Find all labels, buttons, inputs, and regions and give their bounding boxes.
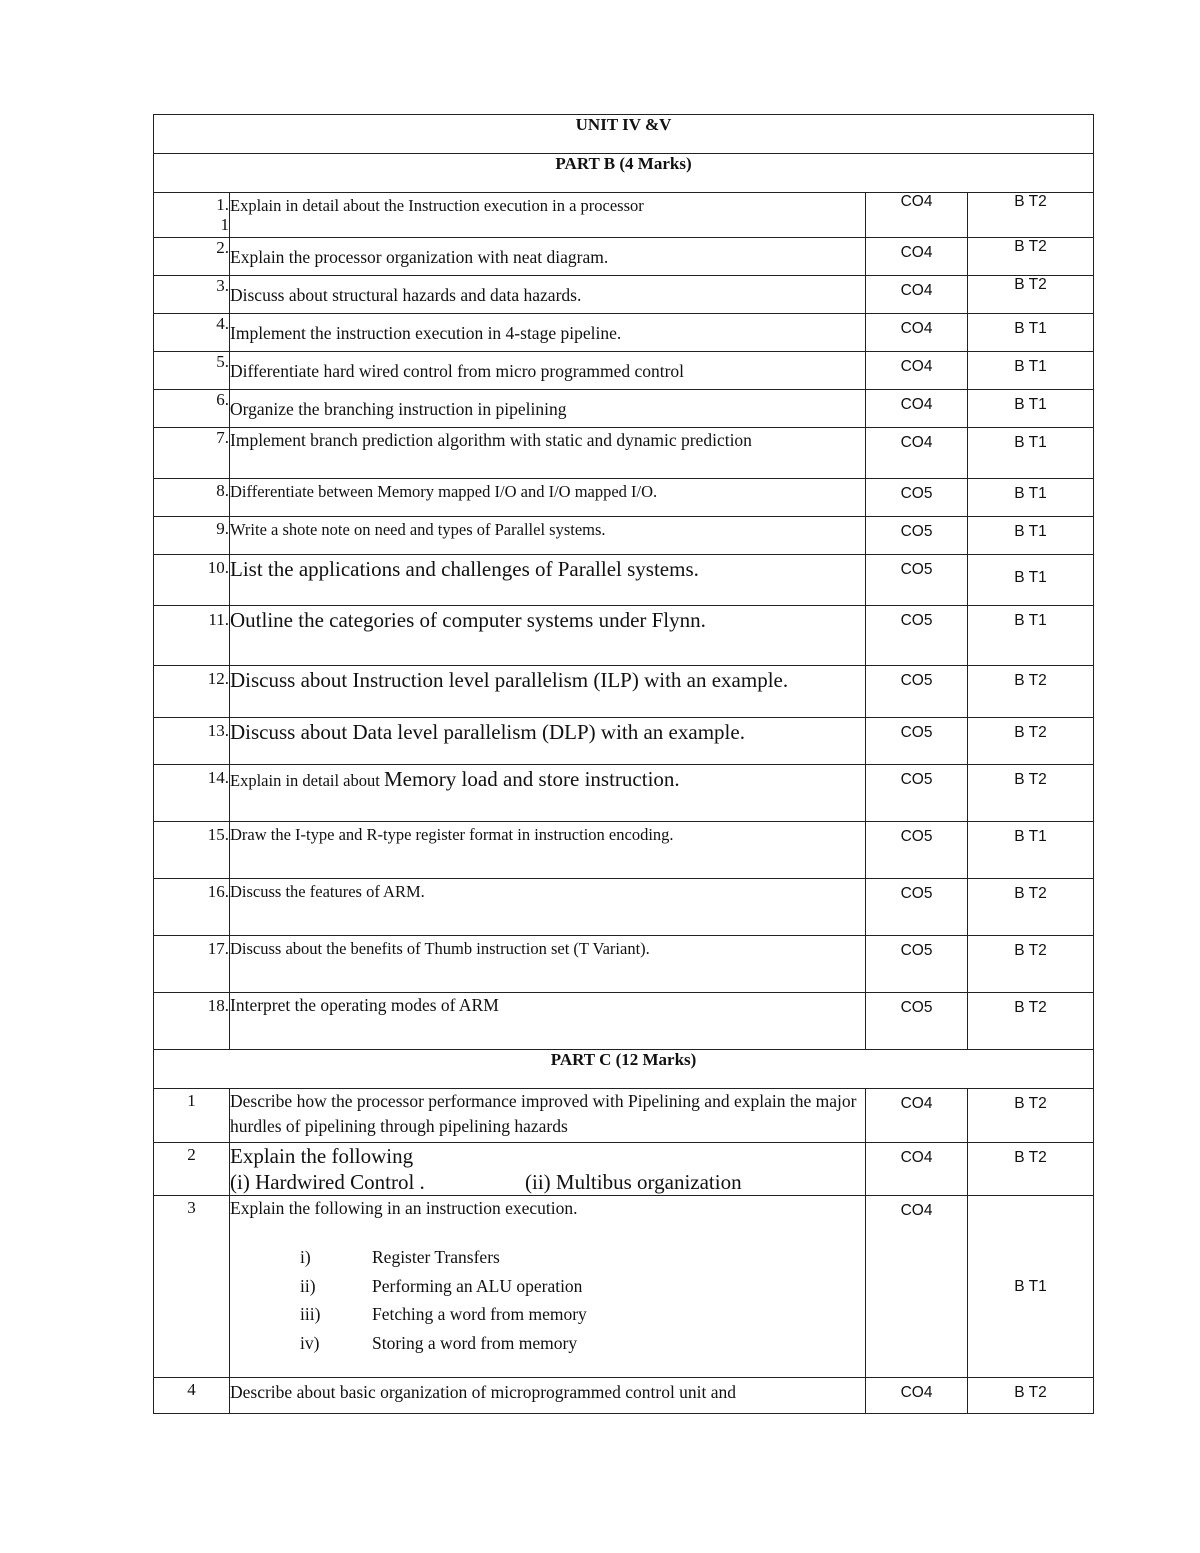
blooms-level: B T1	[968, 1196, 1094, 1378]
course-outcome: CO5	[866, 606, 968, 666]
question-text: Describe about basic organization of microprogrammed control unit and	[230, 1378, 866, 1414]
part-c-title: PART C (12 Marks)	[154, 1050, 1094, 1089]
question-text-line: Explain the following in an instruction execution.	[230, 1198, 578, 1218]
question-number	[154, 193, 230, 238]
question-number: 10.	[154, 555, 230, 606]
option-one: (i) Hardwired Control .	[230, 1170, 425, 1194]
table-row	[154, 352, 1094, 390]
table-row	[154, 555, 1094, 606]
course-outcome: CO5	[866, 517, 968, 555]
course-outcome: CO4	[866, 276, 968, 314]
part-b-title: PART B (4 Marks)	[154, 154, 1094, 193]
course-outcome: CO5	[866, 718, 968, 765]
list-item-text: Storing a word from memory	[372, 1332, 578, 1353]
course-outcome: CO5	[866, 879, 968, 936]
list-item-text: Fetching a word from memory	[372, 1304, 587, 1324]
blooms-level: B T1	[968, 390, 1094, 428]
course-outcome: CO4	[866, 1378, 968, 1414]
table-row	[154, 428, 1094, 479]
question-text	[230, 765, 866, 822]
question-text-line: Explain the following	[230, 1144, 414, 1168]
question-text: Explain in detail about the Instruction execution in a processor	[230, 193, 866, 238]
table-row	[154, 276, 1094, 314]
table-row	[154, 606, 1094, 666]
question-number: 11.	[154, 606, 230, 666]
table-row	[154, 1378, 1094, 1414]
list-item-text: Register Transfers	[372, 1247, 500, 1267]
course-outcome: CO4	[866, 314, 968, 352]
course-outcome: CO5	[866, 936, 968, 993]
blooms-level: B T1	[968, 352, 1094, 390]
list-item-numeral: i)	[300, 1247, 311, 1267]
blooms-level: B T1	[968, 428, 1094, 479]
list-item	[300, 1329, 865, 1358]
question-text: Differentiate between Memory mapped I/O and I/O mapped I/O.	[230, 479, 866, 517]
course-outcome: CO4	[866, 1089, 968, 1143]
question-number: 5.	[154, 352, 230, 390]
question-number: 16.	[154, 879, 230, 936]
question-text: Discuss the features of ARM.	[230, 879, 866, 936]
question-number: 8.	[154, 479, 230, 517]
table-row	[154, 390, 1094, 428]
table-row	[154, 879, 1094, 936]
table-row	[154, 993, 1094, 1050]
question-number: 4	[154, 1378, 230, 1414]
question-text: Discuss about the benefits of Thumb instruction set (T Variant).	[230, 936, 866, 993]
list-item-numeral: iv)	[300, 1332, 320, 1353]
question-bank-table	[153, 114, 1094, 1414]
question-number: 2	[154, 1143, 230, 1196]
question-text: Discuss about Data level parallelism (DLP) with an example.	[230, 718, 866, 765]
question-number: 12.	[154, 666, 230, 718]
course-outcome: CO5	[866, 666, 968, 718]
table-row	[154, 1143, 1094, 1196]
course-outcome: CO5	[866, 822, 968, 879]
question-number: 3	[154, 1196, 230, 1378]
course-outcome: CO5	[866, 765, 968, 822]
blooms-level: B T1	[968, 606, 1094, 666]
question-text: Describe how the processor performance improved with Pipelining and explain the major hurdles of pipelining through pipelining hazards	[230, 1089, 866, 1143]
table-row	[154, 238, 1094, 276]
course-outcome: CO5	[866, 555, 968, 606]
list-item-numeral: iii)	[300, 1304, 321, 1324]
question-number: 6.	[154, 390, 230, 428]
table-row	[154, 479, 1094, 517]
course-outcome: CO4	[866, 390, 968, 428]
blooms-level: B T2	[968, 718, 1094, 765]
course-outcome: CO5	[866, 993, 968, 1050]
blooms-level: B T1	[968, 822, 1094, 879]
table-row	[154, 314, 1094, 352]
blooms-level: B T1	[968, 555, 1094, 606]
blooms-level: B T1	[968, 314, 1094, 352]
blooms-level: B T2	[968, 1378, 1094, 1414]
course-outcome: CO4	[866, 1143, 968, 1196]
table-row	[154, 1196, 1094, 1378]
question-number: 4.	[154, 314, 230, 352]
question-text-part: Explain in detail about	[230, 771, 384, 790]
unit-title: UNIT IV &V	[154, 115, 1094, 154]
question-number: 3.	[154, 276, 230, 314]
question-number: 1	[154, 1089, 230, 1143]
question-text: Discuss about structural hazards and data hazards.	[230, 276, 866, 314]
blooms-level: B T2	[968, 193, 1094, 238]
course-outcome: CO4	[866, 428, 968, 479]
options-line	[230, 1169, 865, 1195]
question-number-wrap: 1	[220, 215, 229, 234]
question-number: 9.	[154, 517, 230, 555]
question-number: 13.	[154, 718, 230, 765]
blooms-level: B T2	[968, 936, 1094, 993]
question-text: Discuss about Instruction level parallelism (ILP) with an example.	[230, 666, 866, 718]
question-text: List the applications and challenges of Parallel systems.	[230, 555, 866, 606]
table-row	[154, 765, 1094, 822]
list-item-numeral: ii)	[300, 1275, 316, 1296]
blooms-level: B T2	[968, 993, 1094, 1050]
option-two: (ii) Multibus organization	[525, 1170, 742, 1194]
question-number: 17.	[154, 936, 230, 993]
blooms-level: B T2	[968, 238, 1094, 276]
blooms-level: B T1	[968, 517, 1094, 555]
question-number-text: 1.	[216, 195, 229, 214]
table-row	[154, 822, 1094, 879]
table-row	[154, 718, 1094, 765]
question-text: Organize the branching instruction in pipelining	[230, 390, 866, 428]
question-text	[230, 1196, 866, 1378]
blooms-level: B T2	[968, 879, 1094, 936]
question-number: 14.	[154, 765, 230, 822]
question-number: 18.	[154, 993, 230, 1050]
question-number: 15.	[154, 822, 230, 879]
question-number: 2.	[154, 238, 230, 276]
course-outcome: CO4	[866, 238, 968, 276]
list-item	[300, 1300, 865, 1329]
course-outcome: CO4	[866, 193, 968, 238]
question-text	[230, 1143, 866, 1196]
course-outcome: CO5	[866, 479, 968, 517]
question-text: Explain the processor organization with neat diagram.	[230, 238, 866, 276]
table-row	[154, 517, 1094, 555]
question-text: Interpret the operating modes of ARM	[230, 993, 866, 1050]
blooms-level: B T2	[968, 1143, 1094, 1196]
blooms-level: B T2	[968, 1089, 1094, 1143]
list-item	[300, 1272, 865, 1301]
table-row	[154, 666, 1094, 718]
table-row	[154, 936, 1094, 993]
question-text: Implement the instruction execution in 4-stage pipeline.	[230, 314, 866, 352]
blooms-level: B T2	[968, 765, 1094, 822]
blooms-level: B T1	[968, 479, 1094, 517]
blooms-level: B T2	[968, 276, 1094, 314]
question-text: Implement branch prediction algorithm with static and dynamic prediction	[230, 428, 866, 479]
list-item-text: Performing an ALU operation	[372, 1275, 583, 1296]
course-outcome: CO4	[866, 1196, 968, 1378]
question-text: Differentiate hard wired control from micro programmed control	[230, 352, 866, 390]
table-row	[154, 1089, 1094, 1143]
table-row	[154, 193, 1094, 238]
course-outcome: CO4	[866, 352, 968, 390]
blooms-level: B T2	[968, 666, 1094, 718]
question-text: Write a shote note on need and types of Parallel systems.	[230, 517, 866, 555]
question-number: 7.	[154, 428, 230, 479]
sub-question-list	[300, 1243, 865, 1357]
list-item	[300, 1243, 865, 1272]
question-text: Draw the I-type and R-type register format in instruction encoding.	[230, 822, 866, 879]
question-text: Outline the categories of computer systems under Flynn.	[230, 606, 866, 666]
question-text-part: Memory load and store instruction.	[383, 767, 680, 791]
